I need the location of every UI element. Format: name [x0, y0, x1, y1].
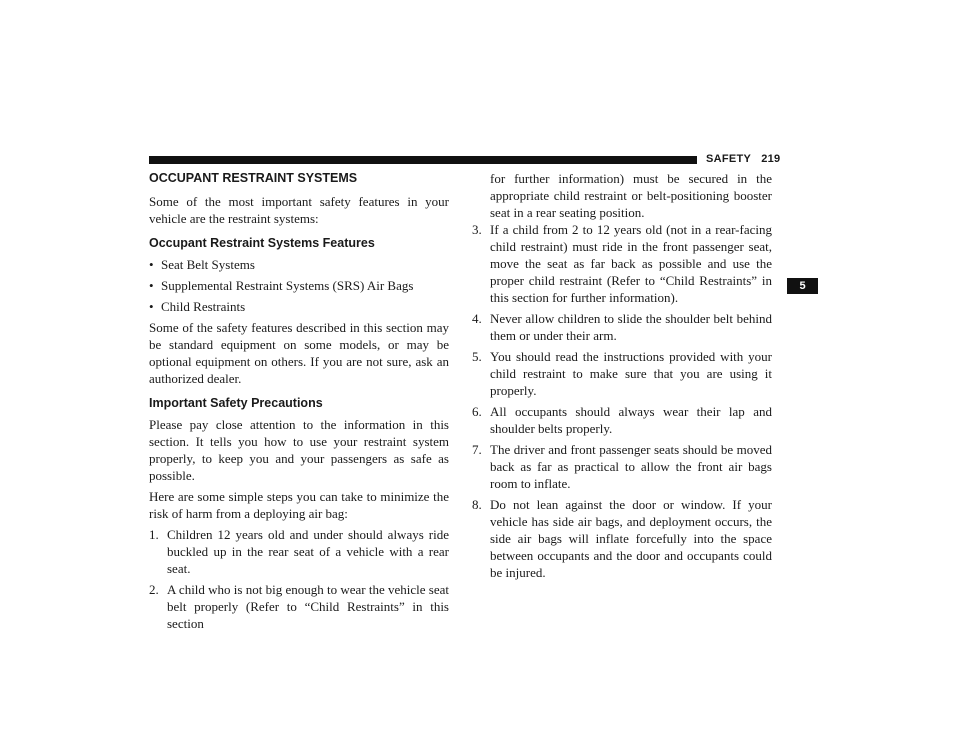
right-column	[472, 170, 772, 585]
bullet-icon: •	[149, 299, 154, 314]
list-item: 7. The driver and front passenger seats should be moved back as far as practical to allow the front air bags room to inflate.	[472, 442, 772, 491]
features-heading: Occupant Restraint Systems Features	[149, 236, 375, 250]
features-list	[149, 256, 449, 315]
bullet-icon: •	[149, 278, 154, 293]
list-item: • Supplemental Restraint Systems (SRS) Air Bags	[149, 278, 414, 293]
precautions-paragraph: Please pay close attention to the information in this section. It tells you how to use your restraint system properly, to keep you and your passengers as safe as possible.	[149, 417, 449, 483]
page-number: 219	[761, 153, 781, 165]
left-column	[149, 170, 449, 636]
bullet-icon: •	[149, 257, 154, 272]
chapter-tab: 5	[787, 278, 818, 294]
section-title: SAFETY	[706, 153, 752, 165]
list-item: 5. You should read the instructions provided with your child restraint to make sure that you are using it properly.	[472, 349, 772, 398]
features-note: Some of the safety features described in this section may be standard equipment on some models, or may be optional equipment on others. If you are not sure, ask an authorized dealer.	[149, 320, 449, 386]
list-item: • Seat Belt Systems	[149, 257, 255, 272]
continued-paragraph: for further information) must be secured in the appropriate child restraint or belt-positioning booster seat in a rear seating position.	[490, 171, 772, 220]
precautions-heading: Important Safety Precautions	[149, 396, 323, 410]
list-item: 1. Children 12 years old and under should always ride buckled up in the rear seat of a vehicle with a rear seat.	[149, 527, 449, 576]
steps-intro-paragraph: Here are some simple steps you can take to minimize the risk of harm from a deploying air bag:	[149, 489, 449, 521]
list-item: 2. A child who is not big enough to wear the vehicle seat belt properly (Refer to “Child Restraints” in this section	[149, 582, 449, 631]
section-heading: OCCUPANT RESTRAINT SYSTEMS	[149, 171, 358, 185]
header-rule	[149, 156, 697, 164]
list-item: 4. Never allow children to slide the shoulder belt behind them or under their arm.	[472, 311, 772, 343]
intro-paragraph: Some of the most important safety features in your vehicle are the restraint systems:	[149, 194, 449, 226]
list-item: 3. If a child from 2 to 12 years old (not in a rear-facing child restraint) must ride in the front passenger seat, move the seat as far back as possible and use the proper child restraint (Refer to “Child Restraints” in this section for further information).	[472, 222, 772, 305]
list-item: • Child Restraints	[149, 299, 246, 314]
running-header	[706, 153, 780, 165]
list-item: 8. Do not lean against the door or window. If your vehicle has side air bags, and deployment occurs, the side air bags will inflate forcefully into the space between occupants and the door and occupants could be injured.	[472, 497, 772, 580]
list-item: 6. All occupants should always wear their lap and shoulder belts properly.	[472, 404, 772, 436]
